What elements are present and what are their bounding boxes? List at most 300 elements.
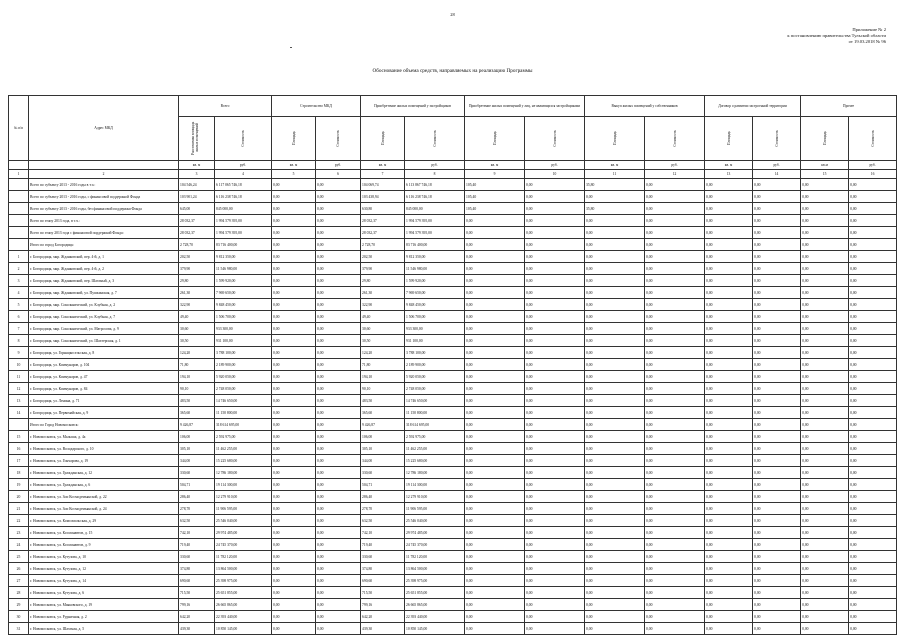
row-value: 28 032,37 [361,215,405,227]
row-value: 0,00 [465,299,525,311]
row-value: 0,00 [585,287,645,299]
row-value: 0,00 [525,215,585,227]
table-body [9,179,897,635]
subheader-total-cost: Стоимость [215,117,272,161]
row-number: 16 [9,443,29,455]
row-value: 0,00 [272,587,316,599]
table-row [9,527,897,539]
row-value: 0,00 [753,419,801,431]
table-row [9,515,897,527]
subheader-cost: Стоимость [405,117,465,161]
subheader-cost: Стоимость [645,117,705,161]
row-value: 0,00 [525,431,585,443]
column-number: 5 [272,170,316,179]
row-address: г. Богородицк, ул. Коммунаров, д. 104 [29,359,179,371]
row-value: 642,20 [179,611,215,623]
row-value: 202,50 [361,251,405,263]
row-value: 0,00 [465,239,525,251]
row-value: 0,00 [705,455,753,467]
row-value: 71,80 [179,359,215,371]
row-value: 0,00 [753,563,801,575]
row-value: 0,00 [525,371,585,383]
subheader-cost: Стоимость [849,117,897,161]
row-value: 0,00 [801,203,849,215]
column-number: 12 [645,170,705,179]
row-value: 0,00 [705,335,753,347]
row-value: 0,00 [753,587,801,599]
row-value: 0,00 [272,383,316,395]
row-value: 0,00 [585,191,645,203]
row-value: 0,00 [316,287,361,299]
row-address: г. Новомосковск, ул. Володарского, д. 10 [29,443,179,455]
table-row [9,623,897,635]
row-value: 0,00 [705,419,753,431]
row-value: 0,00 [753,383,801,395]
row-value: 0,00 [801,239,849,251]
row-value: 14 746 650,00 [405,395,465,407]
row-value: 0,00 [585,299,645,311]
table-row [9,335,897,347]
row-value: 0,00 [645,323,705,335]
row-value: 0,00 [645,419,705,431]
row-value: 29 974 485,00 [405,527,465,539]
row-value: 2 189 900,00 [215,359,272,371]
table-row [9,419,897,431]
table-row [9,611,897,623]
row-value: 13 864 500,00 [405,563,465,575]
row-value: 0,00 [705,263,753,275]
row-value: 0,00 [316,299,361,311]
row-value: 104 069,74 [361,179,405,191]
row-value: 0,00 [801,179,849,191]
column-number: 7 [361,170,405,179]
row-value: 0,00 [272,551,316,563]
row-value: 3 788 100,00 [405,347,465,359]
row-value: 0,00 [525,539,585,551]
column-number: 16 [849,170,897,179]
row-value: 0,00 [705,611,753,623]
row-value: 0,00 [849,191,897,203]
row-value: 365,60 [361,407,405,419]
row-value: 0,00 [272,311,316,323]
row-value: 0,00 [801,299,849,311]
row-value: 0,00 [585,311,645,323]
row-number: 5 [9,299,29,311]
row-value: 0,00 [849,419,897,431]
row-value: 0,00 [849,263,897,275]
row-value: 9 848 450,00 [215,299,272,311]
header-address: Адрес МКД [29,96,179,161]
row-value: 0,00 [753,227,801,239]
row-number: 17 [9,455,29,467]
row-address: Итого по город Богородицк: [29,239,179,251]
row-value: 12 279 910,00 [405,491,465,503]
row-value: 0,00 [705,575,753,587]
row-value: 261,30 [179,287,215,299]
row-value: 0,00 [753,395,801,407]
column-number-row [9,170,897,179]
row-value: 0,00 [316,431,361,443]
row-value: 931 100,00 [405,335,465,347]
row-number: 31 [9,623,29,635]
unit-rub: руб. [405,161,465,170]
row-value: 0,00 [465,467,525,479]
row-value: 933 300,00 [215,323,272,335]
table-row [9,383,897,395]
row-address: Всего по этапу 2013 года, в т.ч.: [29,215,179,227]
row-address: г. Новомосковск, ул. Кутузова, д. 12 [29,563,179,575]
row-value: 0,00 [801,395,849,407]
row-value: 0,00 [316,575,361,587]
row-value: 9 426,87 [179,419,215,431]
row-value: 0,00 [272,611,316,623]
row-value: 0,00 [316,215,361,227]
row-value: 9 426,87 [361,419,405,431]
row-value: 0,00 [316,359,361,371]
row-value: 24 745 370,00 [215,539,272,551]
row-value: 0,00 [585,623,645,635]
row-value: 5 920 050,00 [215,371,272,383]
row-value: 0,00 [585,491,645,503]
row-value: 330,60 [361,467,405,479]
row-number: 6 [9,311,29,323]
row-value: 0,00 [705,539,753,551]
row-value: 0,00 [801,215,849,227]
row-value: 632,50 [179,515,215,527]
row-value: 0,00 [316,527,361,539]
row-value: 0,00 [585,275,645,287]
row-address: г. Новомосковск, ул. Малыша, д. 4а [29,431,179,443]
row-value: 83 716 400,00 [405,239,465,251]
row-value: 742,10 [179,527,215,539]
row-number: 28 [9,587,29,599]
row-value: 0,00 [753,275,801,287]
table-row [9,587,897,599]
row-value: 0,00 [525,515,585,527]
row-value: 0,00 [525,575,585,587]
row-value: 0,00 [465,287,525,299]
row-value: 0,00 [801,311,849,323]
row-value: 0,00 [272,515,316,527]
row-value: 0,00 [849,203,897,215]
row-value: 11 906 595,00 [405,503,465,515]
row-value: 0,00 [272,371,316,383]
row-address: г. Новомосковск, ул. Кутузова, д. 6 [29,587,179,599]
row-number: 13 [9,395,29,407]
row-address: г. Новомосковск, ул. Маяковского, д. 19 [29,599,179,611]
row-value: 2 748 050,00 [405,383,465,395]
row-value: 15 225 680,00 [215,455,272,467]
row-value: 0,00 [801,347,849,359]
header-group-nondeveloper: Приобретение жилых помещений у лиц, не являющихся застройщиками [465,96,585,117]
row-value: 0,00 [645,239,705,251]
row-value: 124,20 [179,347,215,359]
row-value: 0,00 [525,359,585,371]
row-value: 0,00 [753,599,801,611]
row-value: 0,00 [316,227,361,239]
row-number [9,203,29,215]
row-value: 0,00 [801,287,849,299]
row-value: 9 812 350,00 [405,251,465,263]
table-row [9,263,897,275]
row-value: 0,00 [645,515,705,527]
row-address: г. Богородицк, мкр. Сокольнический, ул. Шахтерская, д. 1 [29,335,179,347]
row-value: 106,00 [361,431,405,443]
row-value: 0,00 [753,371,801,383]
row-value: 0,00 [849,347,897,359]
row-value: 30,50 [179,335,215,347]
row-value: 0,00 [645,251,705,263]
row-number: 9 [9,347,29,359]
row-value: 0,00 [849,527,897,539]
row-value: 0,00 [525,203,585,215]
row-number: 30 [9,611,29,623]
row-value: 0,00 [753,551,801,563]
row-value: 0,00 [316,275,361,287]
row-value: 11 150 800,00 [215,407,272,419]
row-value: 0,00 [753,575,801,587]
row-value: 7 969 650,00 [215,287,272,299]
row-value: 719,40 [179,539,215,551]
row-value: 30,60 [361,323,405,335]
row-value: 13 864 500,00 [215,563,272,575]
row-value: 0,00 [272,239,316,251]
row-value: 0,00 [849,395,897,407]
row-value: 0,00 [849,611,897,623]
row-value: 322,90 [361,299,405,311]
row-value: 0,00 [585,335,645,347]
row-value: 0,00 [753,503,801,515]
row-value: 0,00 [849,227,897,239]
column-number: 15 [801,170,849,179]
row-value: 0,00 [316,263,361,275]
row-value: 24 745 370,00 [405,539,465,551]
row-value: 0,00 [849,539,897,551]
row-value: 0,00 [465,455,525,467]
row-value: 105,40 [465,203,525,215]
row-value: 0,00 [272,251,316,263]
row-value: 0,00 [753,467,801,479]
row-value: 0,00 [645,455,705,467]
row-value: 0,00 [525,263,585,275]
table-row [9,443,897,455]
subheader-total-area: Расселяемая площадь жилых помещений [179,117,215,161]
unit-area: кв. м [465,161,525,170]
row-value: 0,00 [705,239,753,251]
row-value: 22 393 440,00 [215,611,272,623]
row-value: 0,00 [465,575,525,587]
table-row [9,563,897,575]
row-value: 0,00 [801,263,849,275]
row-value: 2 728,70 [361,239,405,251]
row-value: 0,00 [316,347,361,359]
row-value: 0,00 [705,191,753,203]
row-value: 0,00 [645,623,705,635]
subheader-area: Площадь [465,117,525,161]
row-value: 0,00 [801,371,849,383]
row-value: 5 920 050,00 [405,371,465,383]
row-value: 0,00 [316,515,361,527]
row-value: 0,00 [645,563,705,575]
row-value: 0,00 [585,239,645,251]
row-value: 0,00 [849,551,897,563]
row-number: 21 [9,503,29,515]
row-value: 0,00 [316,443,361,455]
row-value: 0,00 [465,359,525,371]
row-value: 0,00 [849,479,897,491]
row-value: 0,00 [849,407,897,419]
row-value: 0,00 [705,599,753,611]
row-value: 318 614 695,00 [215,419,272,431]
row-value: 0,00 [272,527,316,539]
row-number: 19 [9,479,29,491]
row-number: 26 [9,563,29,575]
row-value: 0,00 [645,215,705,227]
row-value: 0,00 [849,179,897,191]
row-value: 0,00 [585,467,645,479]
row-value: 0,00 [272,263,316,275]
row-value: 0,00 [272,419,316,431]
row-value: 0,00 [465,623,525,635]
row-value: 0,00 [525,407,585,419]
row-value: 103 901,24 [179,191,215,203]
row-value: 0,00 [272,287,316,299]
row-value: 0,00 [849,599,897,611]
row-number: 29 [9,599,29,611]
row-value: 0,00 [272,299,316,311]
row-value: 2 748 050,00 [215,383,272,395]
row-value: 0,00 [849,443,897,455]
row-value: 1 599 920,00 [215,275,272,287]
row-value: 0,00 [525,335,585,347]
row-value: 0,00 [705,623,753,635]
row-value: 106,00 [179,431,215,443]
scan-dot [290,47,292,48]
row-value: 0,00 [316,395,361,407]
row-value: 0,00 [585,251,645,263]
row-value: 0,00 [849,563,897,575]
row-value: 0,00 [585,479,645,491]
row-value: 0,00 [801,383,849,395]
row-value: 0,00 [801,611,849,623]
row-address: г. Новомосковск, ул. Космонавтов, д. 15 [29,527,179,539]
header-group-developer: Приобретение жилых помещений у застройщиков [361,96,465,117]
row-value: 0,00 [465,431,525,443]
row-number: 7 [9,323,29,335]
row-value: 0,00 [849,251,897,263]
row-value: 0,00 [705,275,753,287]
row-value: 0,00 [753,431,801,443]
row-value: 0,00 [585,527,645,539]
row-value: 632,50 [361,515,405,527]
row-value: 0,00 [272,335,316,347]
row-value: 0,00 [645,395,705,407]
row-value: 0,00 [465,407,525,419]
row-number: 23 [9,527,29,539]
row-value: 0,00 [849,299,897,311]
row-value: 0,00 [753,479,801,491]
row-value: 0,00 [753,191,801,203]
row-value: 0,00 [465,383,525,395]
row-value: 0,00 [705,179,753,191]
row-value: 0,00 [849,287,897,299]
table-row [9,359,897,371]
table-row [9,287,897,299]
row-value: 0,00 [705,347,753,359]
row-value: 194,10 [361,371,405,383]
row-value: 0,00 [316,479,361,491]
row-value: 0,00 [465,419,525,431]
subheader-cost: Стоимость [753,117,801,161]
row-value: 0,00 [272,599,316,611]
column-number: 8 [405,170,465,179]
row-value: 0,00 [525,563,585,575]
row-value: 0,00 [801,251,849,263]
row-value: 799,16 [179,599,215,611]
row-value: 30,50 [361,335,405,347]
row-value: 202,50 [179,251,215,263]
row-value: 0,00 [801,575,849,587]
row-value: 0,00 [801,407,849,419]
row-value: 0,00 [272,215,316,227]
row-value: 0,00 [801,539,849,551]
row-value: 103 438,94 [361,191,405,203]
row-value: 0,00 [465,515,525,527]
row-value: 0,00 [525,503,585,515]
row-value: 0,00 [585,503,645,515]
row-value: 742,10 [361,527,405,539]
row-value: 0,00 [525,587,585,599]
row-value: 25 546 040,00 [405,515,465,527]
row-value: 0,00 [705,383,753,395]
row-value: 0,00 [272,467,316,479]
row-value: 0,00 [849,239,897,251]
row-value: 0,00 [801,599,849,611]
row-value: 28 032,37 [179,227,215,239]
row-value: 194,10 [179,371,215,383]
row-value: 0,00 [465,539,525,551]
row-value: 35,80 [585,179,645,191]
row-value: 14 746 650,00 [215,395,272,407]
header-group-construction: Строительство МКД [272,96,361,117]
row-value: 0,00 [705,563,753,575]
row-value: 6 113 867 746,18 [405,179,465,191]
row-value: 29,80 [179,275,215,287]
row-value: 0,00 [645,539,705,551]
row-address: г. Богородицк, мкр. Сокольнический, ул. Клубная, д. 2 [29,299,179,311]
row-value: 0,00 [465,491,525,503]
row-value: 0,00 [316,371,361,383]
row-value: 0,00 [316,239,361,251]
row-value: 0,00 [525,611,585,623]
row-value: 0,00 [705,203,753,215]
row-value: 0,00 [316,335,361,347]
row-address: г. Богородицк, мкр. Жданковский, пер. Шахтный, д. 3 [29,275,179,287]
row-value: 49,40 [179,311,215,323]
row-number: 24 [9,539,29,551]
table-row [9,215,897,227]
row-value: 0,00 [849,455,897,467]
row-value: 278,70 [179,503,215,515]
row-value: 7 969 650,00 [405,287,465,299]
row-value: 0,00 [316,455,361,467]
row-value: 0,00 [316,323,361,335]
row-value: 305,10 [361,443,405,455]
row-address: г. Новомосковск, ул. Рудничная, д. 2 [29,611,179,623]
appendix-block [678,27,886,45]
row-value: 0,00 [705,515,753,527]
row-value: 0,00 [316,623,361,635]
